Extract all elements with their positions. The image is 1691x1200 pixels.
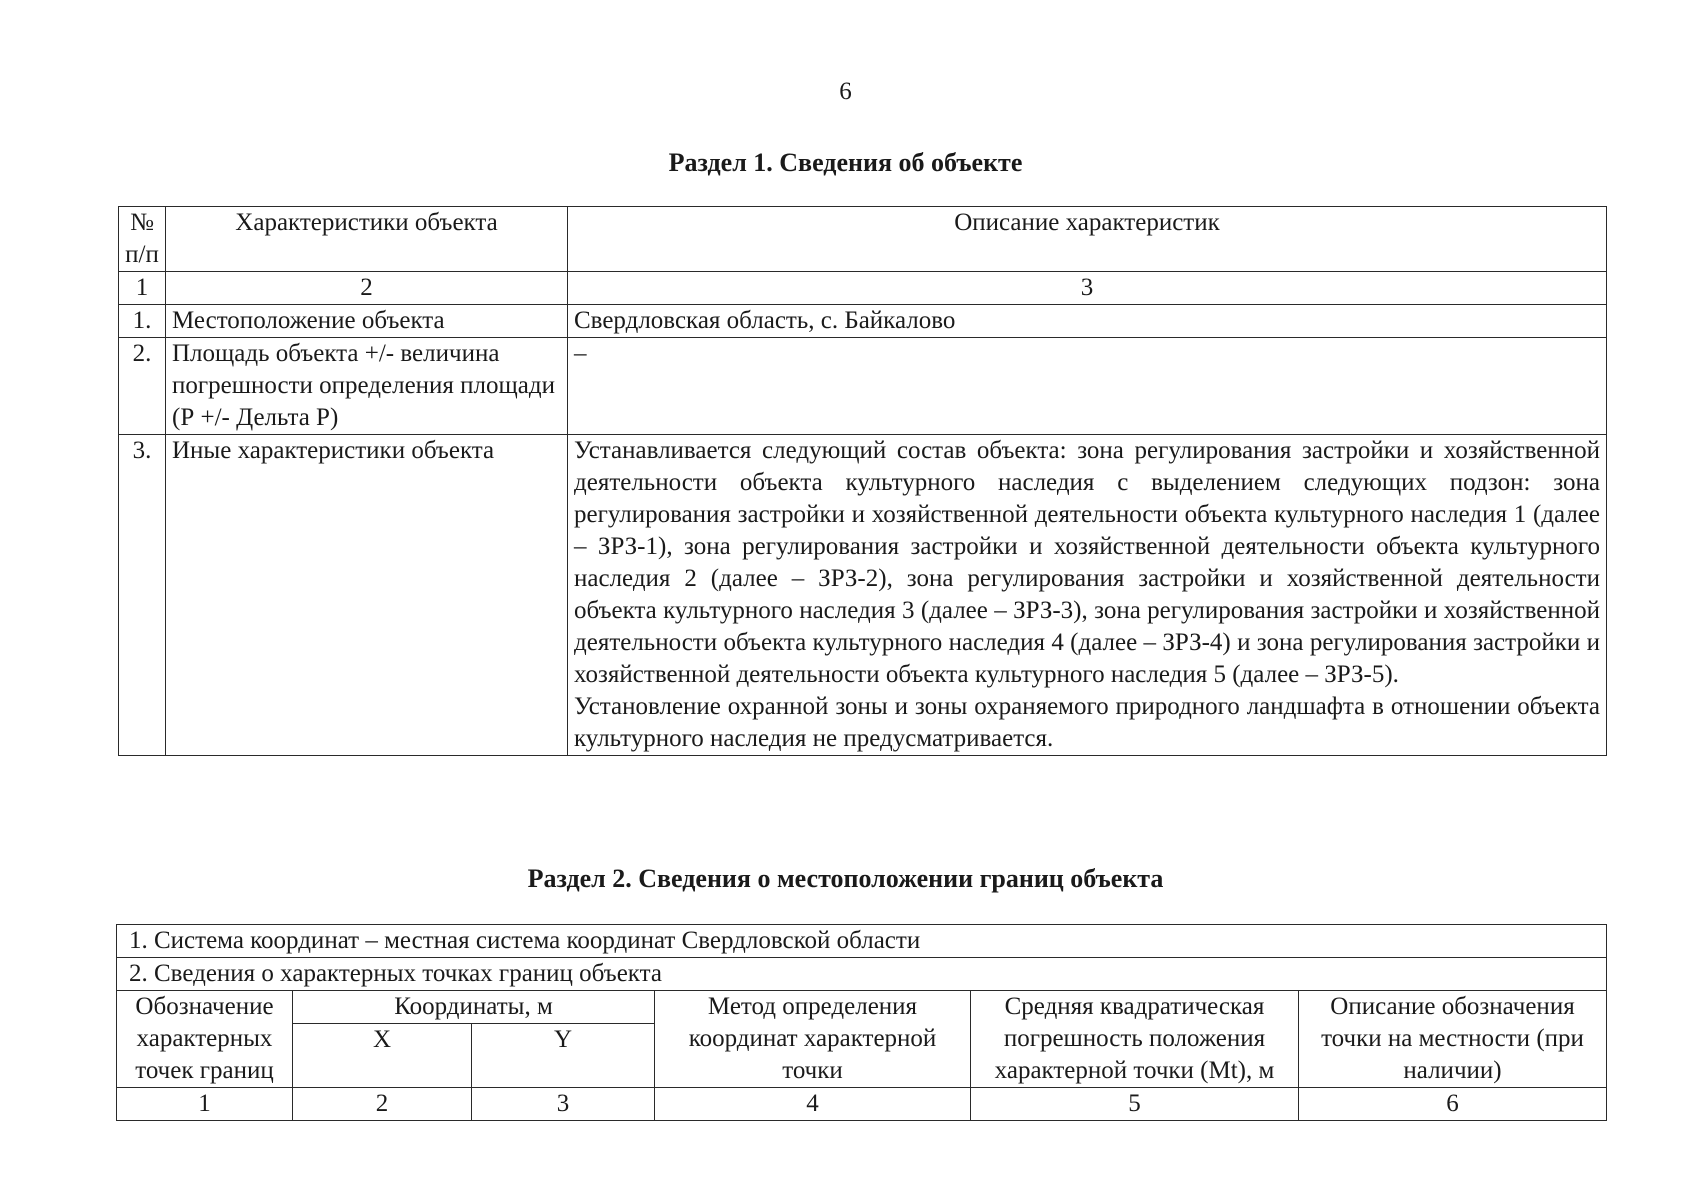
description-paragraph-2: Установление охранной зоны и зоны охраняемого природного ландшафта в отношении объекта культурного наследия не предусматривается.: [574, 693, 1600, 752]
col-number-4: 4: [655, 1088, 971, 1121]
header-coordinates: Координаты, м: [293, 991, 655, 1024]
row-description: [568, 435, 1607, 756]
col-number-3: 3: [472, 1088, 655, 1121]
col-number-2: 2: [293, 1088, 472, 1121]
coordinate-system-row: 1. Система координат – местная система координат Свердловской области: [117, 925, 1607, 958]
row-description: –: [568, 338, 1607, 435]
row-number: 1.: [119, 305, 166, 338]
col-number-5: 5: [971, 1088, 1299, 1121]
table-row: [119, 435, 1607, 756]
col-number-1: 1: [117, 1088, 293, 1121]
row-characteristic: Площадь объекта +/- величина погрешности определения площади (Р +/- Дельта Р): [166, 338, 568, 435]
section-1-title: Раздел 1. Сведения об объекте: [668, 148, 1023, 177]
page-number: 6: [839, 78, 852, 105]
header-characteristics: Характеристики объекта: [166, 207, 568, 272]
row-characteristic: Иные характеристики объекта: [166, 435, 568, 756]
col-number-3: 3: [568, 272, 1607, 305]
header-y: Y: [472, 1024, 655, 1088]
row-description: Свердловская область, с. Байкалово: [568, 305, 1607, 338]
header-number: № п/п: [119, 207, 166, 272]
header-description: Описание характеристик: [568, 207, 1607, 272]
section-2-title: Раздел 2. Сведения о местоположении границ объекта: [527, 864, 1164, 893]
col-number-6: 6: [1299, 1088, 1607, 1121]
boundary-points-info-row: 2. Сведения о характерных точках границ объекта: [117, 958, 1607, 991]
row-number: 3.: [119, 435, 166, 756]
header-error: Средняя квадратическая погрешность положения характерной точки (Mt), м: [971, 991, 1299, 1088]
row-number: 2.: [119, 338, 166, 435]
col-number-2: 2: [166, 272, 568, 305]
col-number-1: 1: [119, 272, 166, 305]
header-x: X: [293, 1024, 472, 1088]
boundary-points-table: [116, 924, 1607, 1121]
header-points: Обозначение характерных точек границ: [117, 991, 293, 1088]
table-row: [119, 305, 1607, 338]
description-paragraph-1: Устанавливается следующий состав объекта: зона регулирования застройки и хозяйственной деятельности объекта культурного наследия с выделением следующих подзон: зона регулирования застройки и хозяйственной деятельности объекта культурного наследия 1 (далее – ЗРЗ-1), зона регулирования застройки и хозяйственной деятельности объекта культурного наследия 2 (далее – ЗРЗ-2), зона регулирования застройки и хозяйственной деятельности объекта культурного наследия 3 (далее – ЗРЗ-3), зона регулирования застройки и хозяйственной деятельности объекта культурного наследия 4 (далее – ЗРЗ-4) и зона регулирования застройки и хозяйственной деятельности объекта культурного наследия 5 (далее – ЗРЗ-5).: [574, 437, 1600, 688]
table-row: [119, 338, 1607, 435]
object-info-table: [118, 206, 1607, 756]
header-point-description: Описание обозначения точки на местности (при наличии): [1299, 991, 1607, 1088]
row-characteristic: Местоположение объекта: [166, 305, 568, 338]
header-method: Метод определения координат характерной точки: [655, 991, 971, 1088]
